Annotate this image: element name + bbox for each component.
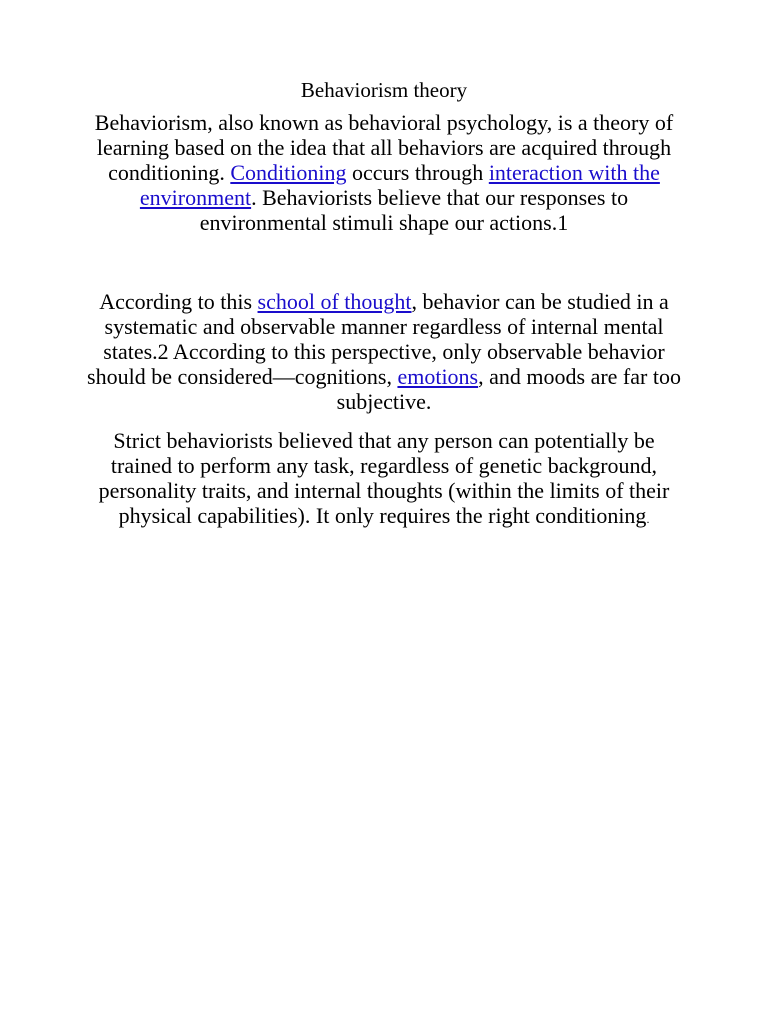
conditioning-link[interactable]: Conditioning [230,160,347,185]
document-page [84,76,684,532]
paragraph-end-period: . [646,512,650,526]
document-title: Behaviorism theory [300,78,468,102]
paragraph-text: , behavior can be studied in a systematic and observable manner regardless of internal mental states.2 According to this perspective, only observable behavior should be considered—cognitions, [87,289,669,389]
paragraph-text: Strict behaviorists believed that any person can potentially be trained to perform any task, regardless of genetic background, personality traits, and internal thoughts (within the limits of their physical capabilities). It only requires the right conditioning [98,428,670,528]
paragraph-text: Behaviorism, also known as behavioral psychology, is a theory of learning based on the idea that all behaviors are acquired through conditioning. [94,110,674,185]
paragraph-school-of-thought [84,289,684,414]
paragraph-text: According to this [99,289,258,314]
paragraph-behaviorism-definition [84,110,684,235]
interaction-with-environment-link[interactable]: interaction with the environment [139,160,660,210]
school-of-thought-link[interactable]: school of thought [257,289,412,314]
emotions-link[interactable]: emotions [397,364,479,389]
paragraph-text: , and moods are far too subjective. [336,364,681,414]
paragraph-text: . Behaviorists believe that our responses to environmental stimuli shape our actions.1 [199,185,629,235]
paragraph-text: occurs through [346,160,489,185]
paragraph-strict-behaviorists [84,428,684,532]
